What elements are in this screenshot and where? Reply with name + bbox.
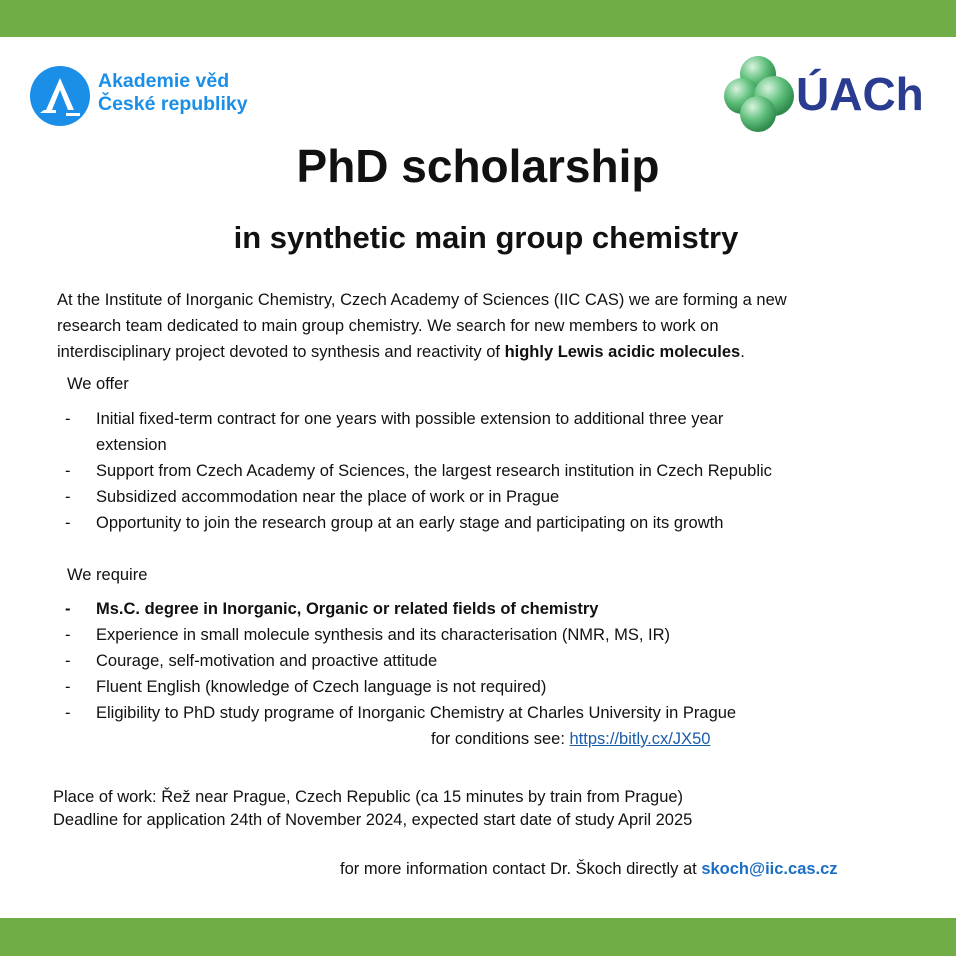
academy-logo-line1: Akademie věd (98, 70, 230, 92)
place-of-work: Place of work: Řež near Prague, Czech Republic (ca 15 minutes by train from Prague) (53, 788, 684, 806)
academy-logo-text (98, 70, 298, 116)
offer-heading: We offer (67, 375, 129, 393)
conditions-link[interactable]: https://bitly.cx/JX50 (569, 730, 711, 748)
academy-logo-icon (30, 66, 90, 126)
contact-line (340, 856, 838, 882)
conditions-prefix: for conditions see: (431, 730, 570, 748)
require-list (60, 596, 736, 726)
list-item: - Support from Czech Academy of Sciences, the largest research institution in Czech Republic (60, 458, 772, 484)
top-green-band (0, 0, 956, 37)
list-item: - Opportunity to join the research group at an early stage and participating on its growth (60, 510, 772, 536)
intro-line-2: research team dedicated to main group chemistry. We search for new members to work on (57, 317, 719, 335)
list-item: - Eligibility to PhD study programe of Inorganic Chemistry at Charles University in Prague (60, 700, 736, 726)
contact-email-link[interactable]: skoch@iic.cas.cz (701, 860, 838, 878)
offer-list (60, 406, 772, 536)
intro-line-3-suffix: . (740, 343, 745, 361)
academy-logo-line2: České republiky (98, 93, 248, 115)
list-item: - Ms.C. degree in Inorganic, Organic or related fields of chemistry (60, 596, 736, 622)
intro-paragraph (57, 287, 787, 365)
bottom-green-band (0, 918, 956, 956)
intro-line-3 (57, 339, 787, 365)
intro-line-1: At the Institute of Inorganic Chemistry, Czech Academy of Sciences (IIC CAS) we are forming a new (57, 291, 787, 309)
page-subtitle: in synthetic main group chemistry (233, 220, 739, 255)
institute-logo-text: ÚACh (796, 68, 924, 120)
offer-item-0-cont: extension (96, 436, 167, 454)
list-item (60, 406, 772, 458)
institute-logo (722, 54, 934, 134)
page-title: PhD scholarship (296, 140, 660, 192)
list-item: - Experience in small molecule synthesis and its characterisation (NMR, MS, IR) (60, 622, 736, 648)
conditions-line (431, 726, 710, 752)
list-item: - Subsidized accommodation near the place of work or in Prague (60, 484, 772, 510)
list-item: - Fluent English (knowledge of Czech language is not required) (60, 674, 736, 700)
contact-prefix: for more information contact Dr. Škoch directly at (340, 860, 702, 878)
offer-item-0: Initial fixed-term contract for one years with possible extension to additional three year (96, 410, 724, 428)
intro-line-3-prefix: interdisciplinary project devoted to synthesis and reactivity of (57, 343, 505, 361)
molecule-icon (722, 54, 934, 134)
require-heading: We require (67, 566, 148, 584)
list-item: - Courage, self-motivation and proactive attitude (60, 648, 736, 674)
intro-highlight: highly Lewis acidic molecules (504, 343, 741, 361)
deadline: Deadline for application 24th of November 2024, expected start date of study April 2025 (53, 811, 693, 829)
